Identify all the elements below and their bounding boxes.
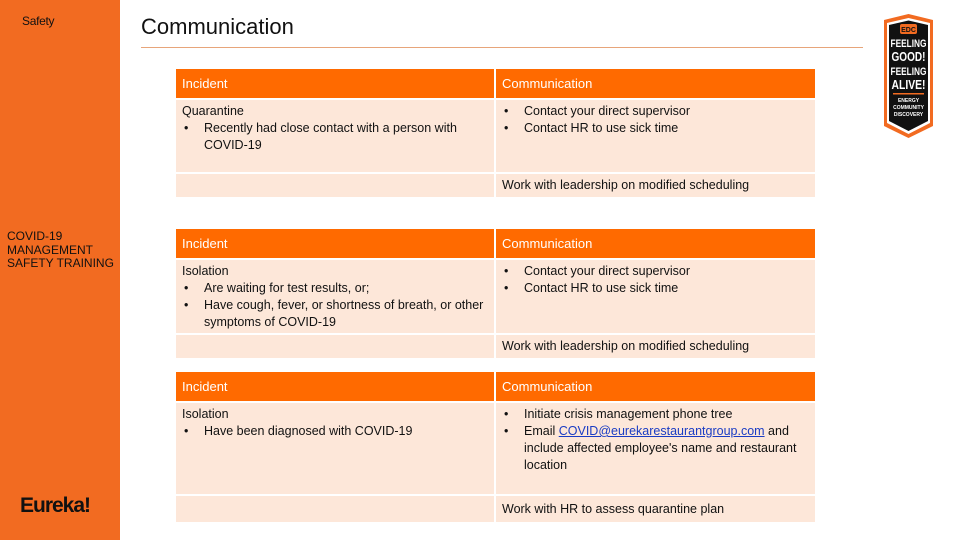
footer-spacer — [176, 496, 494, 522]
incident-header: Incident — [176, 229, 494, 258]
communication-item: • Contact HR to use sick time — [502, 280, 809, 297]
feeling-good-badge-logo — [881, 14, 936, 138]
footer-spacer — [176, 335, 494, 358]
footer-note: Work with leadership on modified scheduling — [496, 335, 815, 358]
communication-cell — [496, 100, 815, 172]
footer-note: Work with HR to assess quarantine plan — [496, 496, 815, 522]
email-prefix: Email — [524, 424, 559, 438]
incident-item: • Are waiting for test results, or; — [182, 280, 488, 297]
incident-item: • Recently had close contact with a person with COVID-19 — [182, 120, 488, 154]
sidebar — [0, 0, 120, 540]
email-link[interactable]: COVID@eurekarestaurantgroup.com — [558, 424, 765, 438]
svg-text:EDC: EDC — [901, 27, 916, 34]
communication-header: Communication — [496, 69, 815, 98]
svg-text:GOOD!: GOOD! — [891, 49, 926, 64]
communication-header: Communication — [496, 229, 815, 258]
communication-item: • Initiate crisis management phone tree — [502, 406, 809, 423]
isolation-diagnosed-table — [176, 372, 815, 522]
email-suffix: and include affected employee's name and restaurant location — [524, 424, 797, 472]
communication-item: • Contact your direct supervisor — [502, 263, 809, 280]
communication-cell — [496, 403, 815, 494]
incident-title: Isolation — [182, 264, 229, 278]
incident-item: • Have cough, fever, or shortness of breath, or other symptoms of COVID-19 — [182, 297, 488, 331]
incident-header: Incident — [176, 69, 494, 98]
svg-text:DISCOVERY: DISCOVERY — [893, 112, 924, 118]
incident-title: Isolation — [182, 407, 229, 421]
incident-cell — [176, 403, 494, 494]
isolation-waiting-table — [176, 229, 815, 358]
incident-item: • Have been diagnosed with COVID-19 — [182, 423, 488, 440]
communication-header: Communication — [496, 372, 815, 401]
incident-cell — [176, 100, 494, 172]
section-tag: Safety — [22, 14, 55, 28]
title-divider — [141, 47, 863, 48]
svg-text:COMMUNITY: COMMUNITY — [893, 105, 924, 111]
communication-cell — [496, 260, 815, 333]
footer-note: Work with leadership on modified scheduling — [496, 174, 815, 197]
quarantine-table — [176, 69, 815, 197]
svg-text:FEELING: FEELING — [890, 66, 927, 78]
incident-title: Quarantine — [182, 104, 244, 118]
svg-text:ALIVE!: ALIVE! — [891, 77, 926, 92]
communication-item: • Contact your direct supervisor — [502, 103, 809, 120]
footer-spacer — [176, 174, 494, 197]
page-title: Communication — [141, 14, 294, 39]
eureka-logo: Eureka! — [20, 494, 91, 517]
communication-item-email — [502, 423, 809, 474]
incident-cell — [176, 260, 494, 333]
communication-item: • Contact HR to use sick time — [502, 120, 809, 137]
svg-text:ENERGY: ENERGY — [897, 98, 920, 104]
course-title: COVID-19 MANAGEMENT SAFETY TRAINING — [7, 229, 114, 270]
incident-header: Incident — [176, 372, 494, 401]
svg-text:FEELING: FEELING — [890, 38, 927, 50]
